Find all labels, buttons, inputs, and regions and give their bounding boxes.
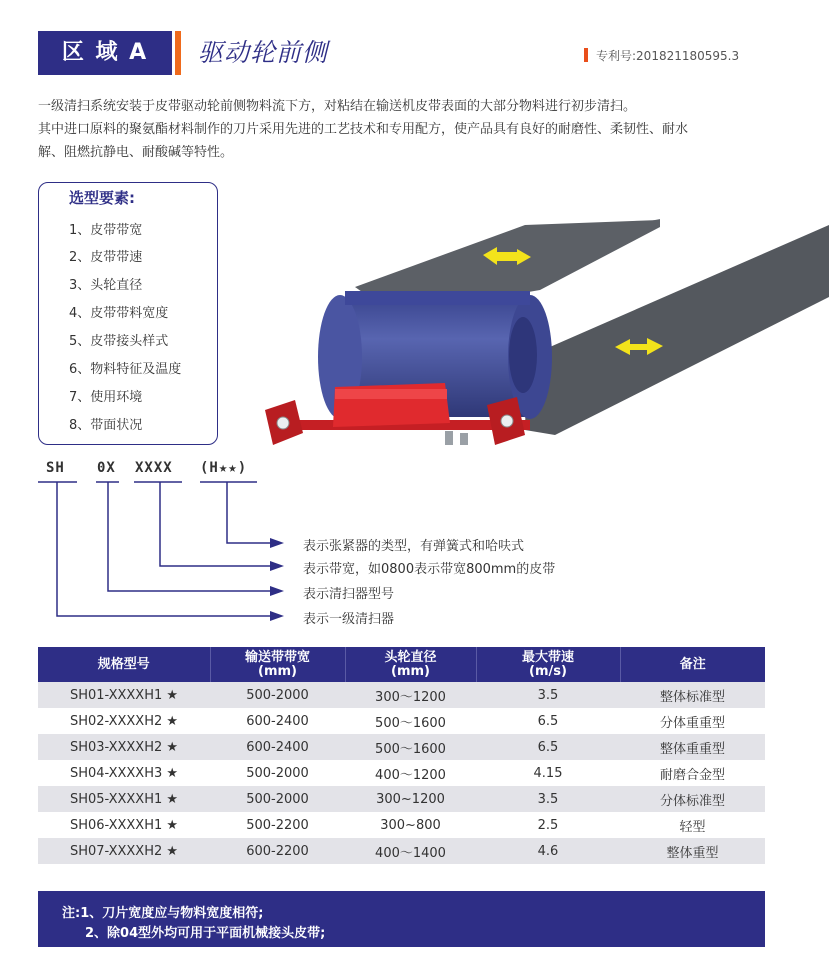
- page-title: 驱动轮前侧: [198, 38, 329, 67]
- selection-criteria-box: [38, 182, 218, 445]
- note-box: [38, 891, 765, 947]
- table-cell: 4.15: [533, 765, 563, 781]
- table-row: [38, 760, 765, 786]
- table-cell: 400～1400: [345, 838, 476, 864]
- table-cell: 整体标准型: [620, 682, 765, 708]
- table-cell: 600-2400: [246, 713, 309, 729]
- code-leader-lines: [30, 478, 300, 628]
- selection-item: 7、使用环境: [69, 390, 143, 405]
- table-cell: SH03-XXXXH2 ★: [38, 734, 210, 760]
- table-cell: 4.6: [476, 838, 620, 864]
- selection-item: 6、物料特征及温度: [69, 362, 182, 377]
- selection-item: 2、皮带带速: [69, 250, 143, 265]
- code-part-tensioner: (H★★): [200, 460, 248, 476]
- column-header: 最大带速 (m/s): [476, 647, 620, 682]
- patent-number: 专利号:201821180595.3: [596, 49, 740, 63]
- table-cell: SH06-XXXXH1 ★: [69, 817, 179, 833]
- table-cell: 轻型: [679, 819, 706, 835]
- column-header: 规格型号: [38, 647, 210, 682]
- table-cell: 整体重重型: [620, 734, 765, 760]
- spec-table: [38, 647, 765, 864]
- code-legend-primary: 表示一级清扫器: [303, 612, 395, 627]
- table-cell: 3.5: [476, 682, 620, 708]
- table-cell: 整体重型: [620, 838, 765, 864]
- table-cell: 300～1200: [345, 682, 476, 708]
- table-cell: 600-2200: [210, 838, 345, 864]
- intro-line-1: 一级清扫系统安装于皮带驱动轮前侧物料流下方，对粘结在输送机皮带表面的大部分物料进行初步清扫。: [38, 99, 637, 114]
- selection-item: 4、皮带带料宽度: [69, 306, 169, 321]
- column-header: 头轮直径 (mm): [345, 647, 476, 682]
- table-cell: SH05-XXXXH1 ★: [38, 786, 210, 812]
- table-row: [38, 734, 765, 760]
- table-cell: 500～1600: [345, 734, 476, 760]
- table-cell: SH07-XXXXH2 ★: [38, 838, 210, 864]
- table-cell: 300~1200: [345, 786, 476, 812]
- table-row: [38, 708, 765, 734]
- table-row: [38, 812, 765, 838]
- table-cell: 500-2000: [246, 765, 309, 781]
- table-cell: 500-2000: [210, 682, 345, 708]
- column-header: 备注: [620, 647, 765, 682]
- table-header-row: [38, 647, 765, 682]
- note-line-1: 注:1、刀片宽度应与物料宽度相符;: [62, 906, 264, 921]
- intro-line-3: 解、阻燃抗静电、耐酸碱等特性。: [38, 145, 234, 160]
- table-cell: 500-2200: [246, 817, 309, 833]
- note-line-2: 2、除04型外均可用于平面机械接头皮带;: [85, 926, 326, 941]
- selection-title: 选型要素:: [69, 189, 135, 207]
- patent-marker: [584, 48, 588, 62]
- code-part-prefix: SH: [46, 460, 65, 476]
- table-cell: SH02-XXXXH2 ★: [69, 713, 179, 729]
- table-cell: 600-2400: [210, 734, 345, 760]
- table-cell: 2.5: [537, 817, 559, 833]
- code-part-width: XXXX: [135, 460, 173, 476]
- table-cell: 500-2000: [210, 786, 345, 812]
- selection-item: 3、头轮直径: [69, 278, 143, 293]
- table-cell: 400～1200: [375, 767, 446, 783]
- table-cell: SH01-XXXXH1 ★: [38, 682, 210, 708]
- table-row: [38, 786, 765, 812]
- code-legend-tensioner: 表示张紧器的类型，有弹簧式和哈呋式: [303, 539, 525, 554]
- table-cell: 300~800: [380, 817, 441, 833]
- table-cell: SH04-XXXXH3 ★: [69, 765, 179, 781]
- zone-accent-bar: [175, 31, 181, 75]
- table-row: [38, 682, 765, 708]
- table-cell: 分体标准型: [620, 786, 765, 812]
- table-cell: 3.5: [476, 786, 620, 812]
- column-header: 输送带带宽 (mm): [210, 647, 345, 682]
- intro-line-2: 其中进口原料的聚氨酯材料制作的刀片采用先进的工艺技术和专用配方，使产品具有良好的耐磨性、柔韧性、耐水: [38, 122, 689, 137]
- table-row: [38, 838, 765, 864]
- table-cell: 6.5: [476, 734, 620, 760]
- table-cell: 耐磨合金型: [659, 767, 725, 783]
- selection-item: 8、带面状况: [69, 418, 143, 433]
- table-cell: 分体重重型: [659, 715, 725, 731]
- selection-item: 1、皮带带宽: [69, 223, 143, 238]
- conveyor-illustration: [255, 205, 829, 460]
- code-part-model: 0X: [97, 460, 116, 476]
- selection-item: 5、皮带接头样式: [69, 334, 169, 349]
- zone-label: 区 域 A: [38, 31, 172, 75]
- code-legend-width: 表示带宽，如0800表示带宽800mm的皮带: [303, 562, 556, 577]
- table-cell: 6.5: [537, 713, 559, 729]
- table-cell: 500～1600: [375, 715, 446, 731]
- code-legend-model: 表示清扫器型号: [303, 587, 395, 602]
